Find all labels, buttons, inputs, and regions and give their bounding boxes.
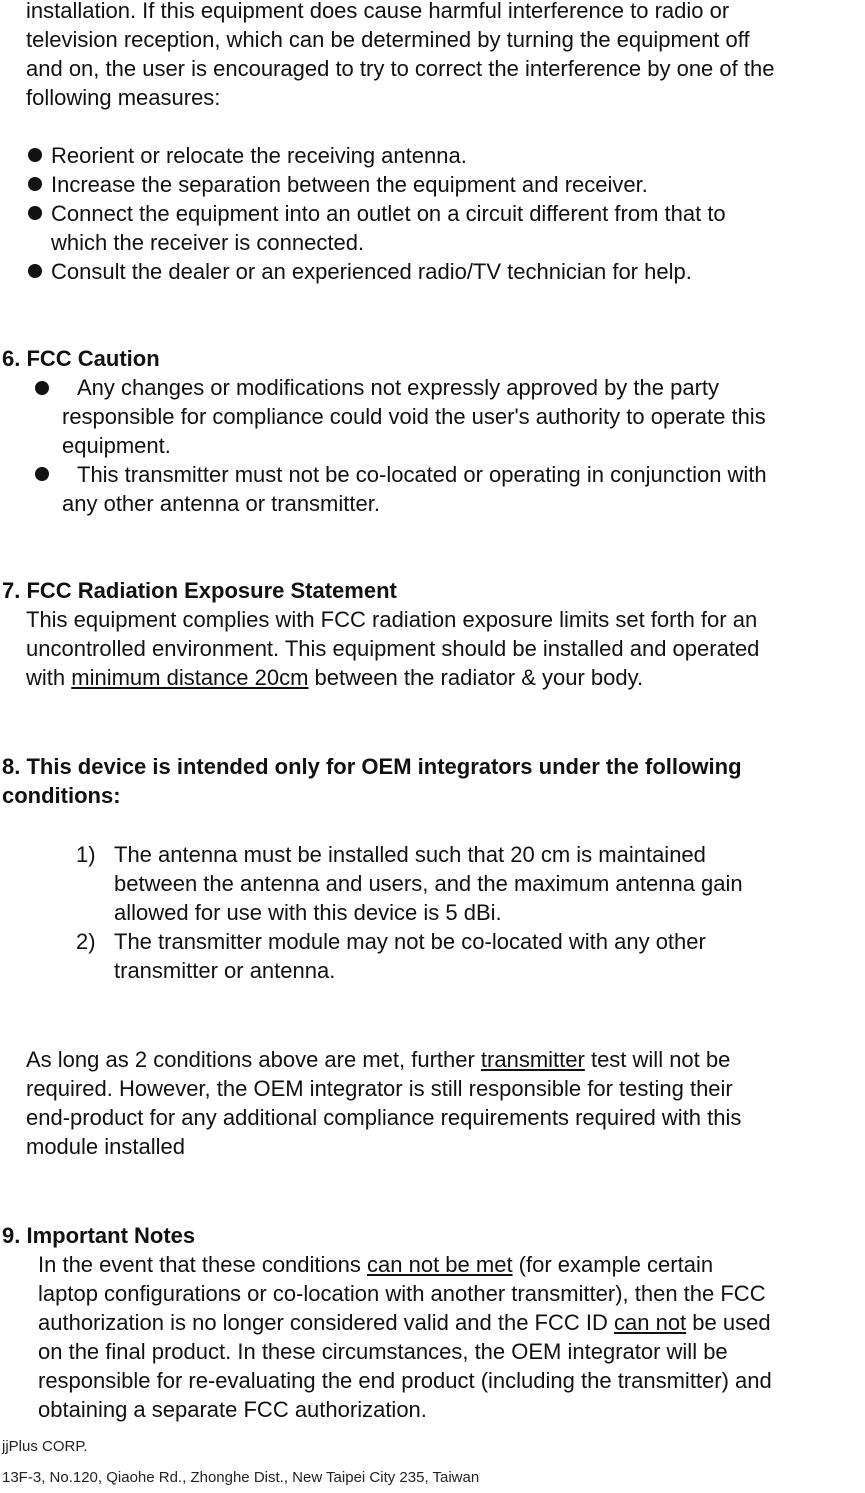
s7-text: between the radiator & your body. bbox=[308, 665, 644, 690]
measure-item: Increase the separation between the equipment and receiver. bbox=[51, 172, 648, 197]
s9-line: responsible for re-evaluating the end product (including the transmitter) and bbox=[38, 1368, 772, 1393]
s9-line: on the final product. In these circumstances, the OEM integrator will be bbox=[38, 1339, 728, 1364]
s8-paragraph-line bbox=[26, 1045, 730, 1074]
s9-text: authorization is no longer considered valid and the FCC ID bbox=[38, 1310, 614, 1335]
s8-text: As long as 2 conditions above are met, further bbox=[26, 1047, 481, 1072]
caution-item: This transmitter must not be co-located or operating in conjunction with bbox=[77, 462, 767, 487]
bullet-icon bbox=[28, 264, 42, 278]
s8-text: test will not be bbox=[584, 1047, 731, 1072]
caution-item-cont: any other antenna or transmitter. bbox=[62, 491, 380, 516]
intro-line: installation. If this equipment does cause harmful interference to radio or bbox=[26, 0, 730, 23]
s8-underlined: transmitter bbox=[480, 1047, 585, 1072]
section-8-heading: 8. This device is intended only for OEM integrators under the following bbox=[2, 754, 742, 779]
s9-line: laptop configurations or co-location with another transmitter), then the FCC bbox=[38, 1281, 766, 1306]
s8-paragraph-line: end-product for any additional compliance requirements required with this bbox=[26, 1105, 742, 1130]
s8-paragraph-line: required. However, the OEM integrator is still responsible for testing their bbox=[26, 1076, 733, 1101]
s9-line bbox=[38, 1308, 771, 1337]
s9-line bbox=[38, 1250, 713, 1279]
s7-text: with bbox=[26, 665, 72, 690]
s9-text: be used bbox=[686, 1310, 771, 1335]
condition-line: The antenna must be installed such that 20 cm is maintained bbox=[114, 842, 706, 867]
footer-address: 13F-3, No.120, Qiaohe Rd., Zhonghe Dist., New Taipei City 235, Taiwan bbox=[2, 1469, 480, 1486]
intro-line: following measures: bbox=[26, 85, 221, 110]
s9-line: obtaining a separate FCC authorization. bbox=[38, 1397, 427, 1422]
measure-item: Reorient or relocate the receiving antenna. bbox=[51, 143, 467, 168]
caution-item: Any changes or modifications not expressly approved by the party bbox=[77, 375, 720, 400]
s7-line: uncontrolled environment. This equipment should be installed and operated bbox=[26, 636, 760, 661]
s8-paragraph-line: module installed bbox=[26, 1134, 185, 1159]
caution-item-cont: equipment. bbox=[62, 433, 171, 458]
s9-underlined: can not bbox=[614, 1310, 687, 1335]
intro-line: and on, the user is encouraged to try to correct the interference by one of the bbox=[26, 56, 775, 81]
bullet-icon bbox=[35, 381, 49, 395]
condition-number: 2) bbox=[76, 929, 96, 954]
section-7-heading: 7. FCC Radiation Exposure Statement bbox=[2, 578, 397, 603]
s7-line bbox=[26, 663, 643, 692]
intro-line: television reception, which can be determined by turning the equipment off bbox=[26, 27, 750, 52]
footer-company: jjPlus CORP. bbox=[2, 1438, 88, 1455]
bullet-icon bbox=[28, 148, 42, 162]
measure-item: Connect the equipment into an outlet on a circuit different from that to bbox=[51, 201, 726, 226]
section-9-heading: 9. Important Notes bbox=[2, 1223, 196, 1248]
s7-underlined: minimum distance 20cm bbox=[71, 665, 309, 690]
condition-number: 1) bbox=[76, 842, 96, 867]
condition-line: between the antenna and users, and the maximum antenna gain bbox=[114, 871, 743, 896]
s9-text: In the event that these conditions bbox=[38, 1252, 368, 1277]
measure-item: Consult the dealer or an experienced radio/TV technician for help. bbox=[51, 259, 692, 284]
condition-line: allowed for use with this device is 5 dBi. bbox=[114, 900, 502, 925]
s9-underlined: can not be met bbox=[367, 1252, 513, 1277]
condition-line: The transmitter module may not be co-located with any other bbox=[114, 929, 706, 954]
caution-item-cont: responsible for compliance could void the user's authority to operate this bbox=[62, 404, 766, 429]
condition-line: transmitter or antenna. bbox=[114, 958, 336, 983]
bullet-icon bbox=[35, 467, 49, 481]
section-8-heading-cont: conditions: bbox=[2, 783, 121, 808]
s9-text: (for example certain bbox=[512, 1252, 714, 1277]
bullet-icon bbox=[28, 206, 42, 220]
s7-line: This equipment complies with FCC radiation exposure limits set forth for an bbox=[26, 607, 758, 632]
measure-item-cont: which the receiver is connected. bbox=[51, 230, 365, 255]
bullet-icon bbox=[28, 177, 42, 191]
section-6-heading: 6. FCC Caution bbox=[2, 346, 160, 371]
